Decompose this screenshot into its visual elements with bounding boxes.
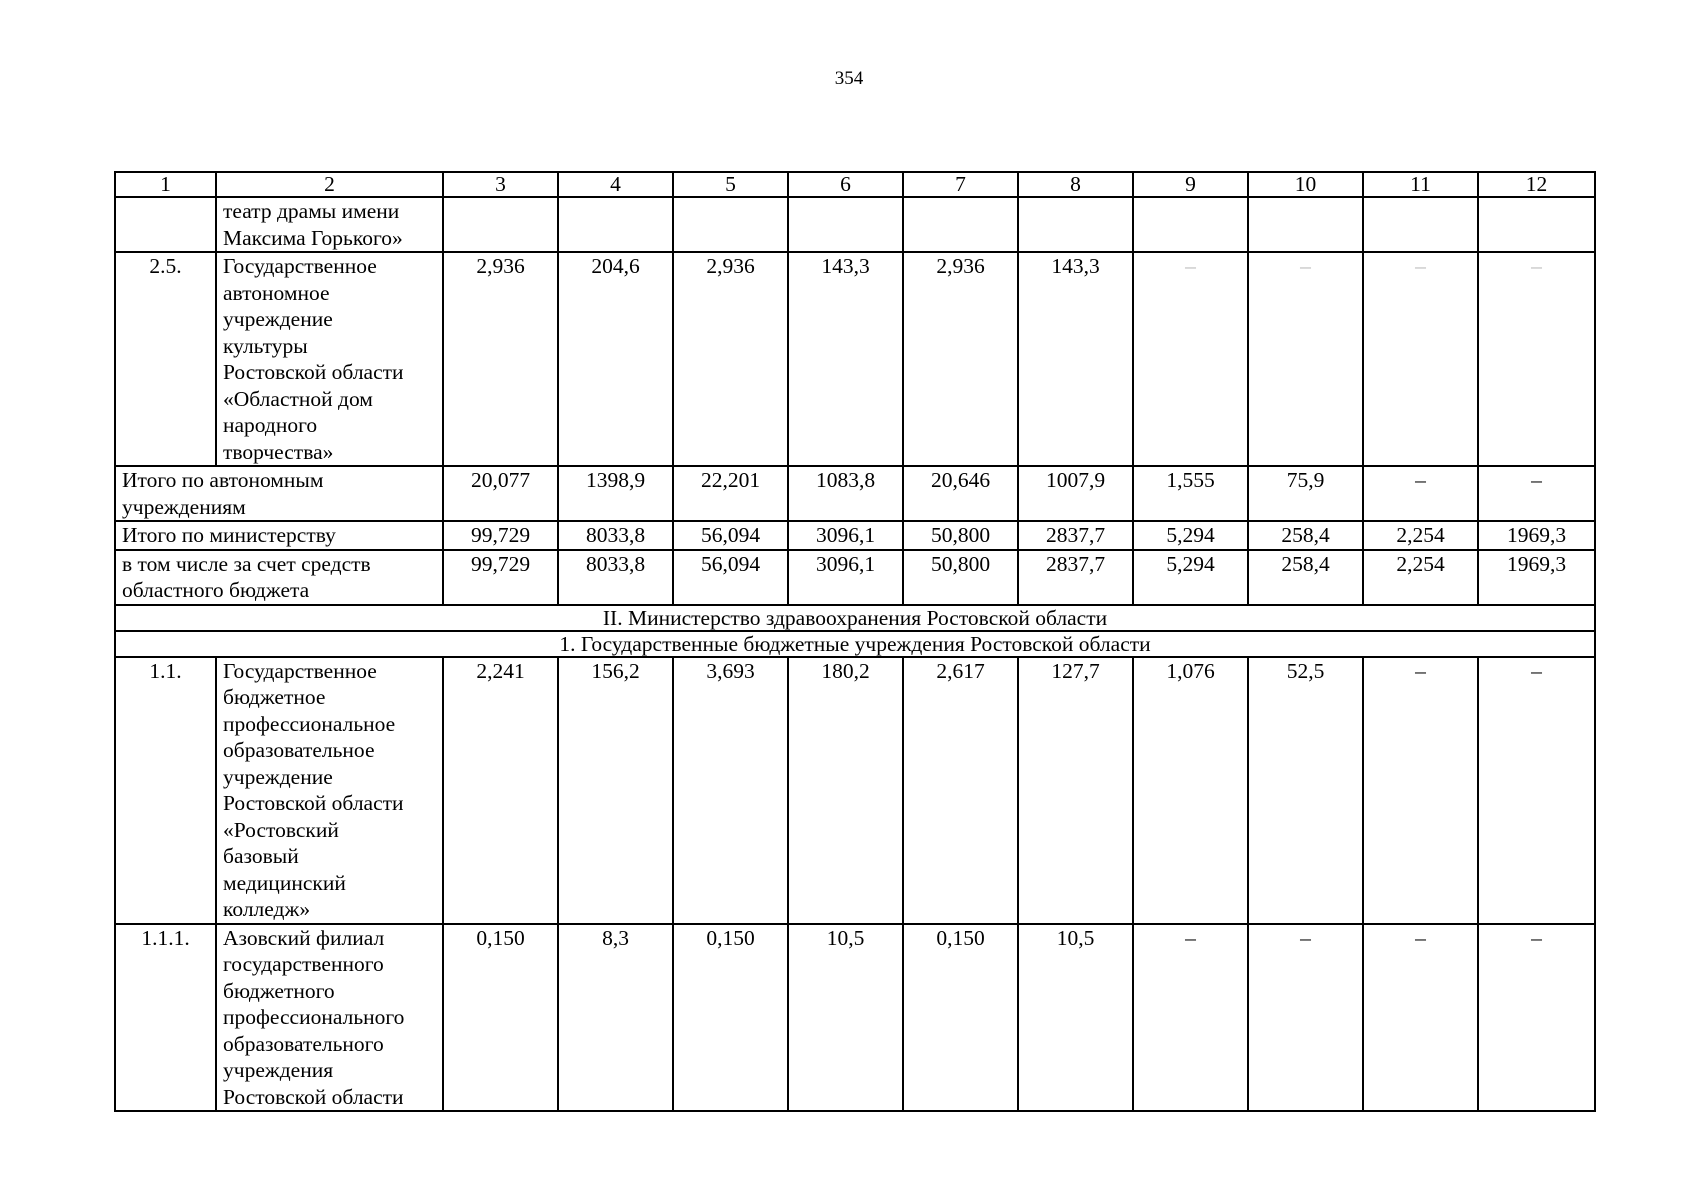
- institution-name: Государственное автономное учреждение культуры Ростовской области «Областной дом народного творчества»: [216, 252, 443, 466]
- value-cell: 5,294: [1133, 521, 1248, 550]
- column-number: 8: [1018, 172, 1133, 197]
- value-cell: 3096,1: [788, 521, 903, 550]
- value-cell: –: [1133, 924, 1248, 1112]
- column-number: 10: [1248, 172, 1363, 197]
- budget-table: [114, 171, 1596, 1112]
- column-number: 7: [903, 172, 1018, 197]
- row-index: 1.1.: [115, 657, 216, 924]
- column-number: 3: [443, 172, 558, 197]
- column-number: 12: [1478, 172, 1595, 197]
- value-cell: 156,2: [558, 657, 673, 924]
- value-cell: 99,729: [443, 521, 558, 550]
- value-cell: 1969,3: [1478, 550, 1595, 605]
- value-cell: 1083,8: [788, 466, 903, 521]
- value-cell: –: [1478, 657, 1595, 924]
- table-body: [115, 172, 1595, 1111]
- column-number: 9: [1133, 172, 1248, 197]
- value-cell: [903, 197, 1018, 252]
- value-cell: 2837,7: [1018, 550, 1133, 605]
- value-cell: 56,094: [673, 521, 788, 550]
- row-index: [115, 197, 216, 252]
- value-cell: 2,617: [903, 657, 1018, 924]
- table-row: [115, 197, 1595, 252]
- value-cell: 1969,3: [1478, 521, 1595, 550]
- value-cell: [1133, 197, 1248, 252]
- value-cell: [673, 197, 788, 252]
- total-row: [115, 466, 1595, 521]
- value-cell: [1018, 197, 1133, 252]
- column-number: 4: [558, 172, 673, 197]
- value-cell: 127,7: [1018, 657, 1133, 924]
- value-cell: 2,254: [1363, 550, 1478, 605]
- total-row: [115, 521, 1595, 550]
- total-row: [115, 550, 1595, 605]
- section-heading: 1. Государственные бюджетные учреждения Ростовской области: [115, 631, 1595, 657]
- value-cell: 2,254: [1363, 521, 1478, 550]
- value-cell: –: [1478, 466, 1595, 521]
- value-cell: [443, 197, 558, 252]
- table-row: [115, 924, 1595, 1112]
- value-cell: –: [1363, 924, 1478, 1112]
- row-index: 1.1.1.: [115, 924, 216, 1112]
- total-label: в том числе за счет средств областного бюджета: [115, 550, 443, 605]
- column-number: 11: [1363, 172, 1478, 197]
- institution-name: Азовский филиал государственного бюджетного профессионального образовательного учреждения Ростовской области: [216, 924, 443, 1112]
- value-cell: 8033,8: [558, 521, 673, 550]
- value-cell: 258,4: [1248, 521, 1363, 550]
- value-cell: [1478, 197, 1595, 252]
- value-cell: 3,693: [673, 657, 788, 924]
- value-cell: 2837,7: [1018, 521, 1133, 550]
- value-cell: 0,150: [443, 924, 558, 1112]
- value-cell: 2,936: [903, 252, 1018, 466]
- value-cell: 0,150: [673, 924, 788, 1112]
- column-number: 2: [216, 172, 443, 197]
- institution-name: Государственное бюджетное профессиональное образовательное учреждение Ростовской области «Ростовский базовый медицинский колледж»: [216, 657, 443, 924]
- value-cell: 143,3: [788, 252, 903, 466]
- value-cell: 204,6: [558, 252, 673, 466]
- row-index: 2.5.: [115, 252, 216, 466]
- value-cell: 1,555: [1133, 466, 1248, 521]
- section-heading-row: [115, 605, 1595, 631]
- value-cell: 1007,9: [1018, 466, 1133, 521]
- value-cell: 56,094: [673, 550, 788, 605]
- value-cell: 8033,8: [558, 550, 673, 605]
- value-cell: [1363, 197, 1478, 252]
- value-cell: 3096,1: [788, 550, 903, 605]
- value-cell: –: [1363, 252, 1478, 466]
- column-number-row: [115, 172, 1595, 197]
- value-cell: 258,4: [1248, 550, 1363, 605]
- value-cell: 2,936: [443, 252, 558, 466]
- value-cell: [558, 197, 673, 252]
- value-cell: 50,800: [903, 521, 1018, 550]
- value-cell: –: [1363, 466, 1478, 521]
- column-number: 6: [788, 172, 903, 197]
- value-cell: [788, 197, 903, 252]
- page-number: 354: [834, 68, 864, 89]
- total-label: Итого по министерству: [115, 521, 443, 550]
- institution-name: театр драмы имени Максима Горького»: [216, 197, 443, 252]
- value-cell: 99,729: [443, 550, 558, 605]
- value-cell: 75,9: [1248, 466, 1363, 521]
- value-cell: 8,3: [558, 924, 673, 1112]
- value-cell: 1,076: [1133, 657, 1248, 924]
- column-number: 1: [115, 172, 216, 197]
- value-cell: –: [1478, 252, 1595, 466]
- section-heading-row: [115, 631, 1595, 657]
- value-cell: 2,936: [673, 252, 788, 466]
- value-cell: 20,646: [903, 466, 1018, 521]
- value-cell: –: [1363, 657, 1478, 924]
- value-cell: 5,294: [1133, 550, 1248, 605]
- value-cell: 22,201: [673, 466, 788, 521]
- value-cell: 10,5: [788, 924, 903, 1112]
- value-cell: 143,3: [1018, 252, 1133, 466]
- value-cell: 50,800: [903, 550, 1018, 605]
- value-cell: 180,2: [788, 657, 903, 924]
- value-cell: –: [1133, 252, 1248, 466]
- value-cell: 10,5: [1018, 924, 1133, 1112]
- value-cell: 2,241: [443, 657, 558, 924]
- table-row: [115, 657, 1595, 924]
- column-number: 5: [673, 172, 788, 197]
- value-cell: 20,077: [443, 466, 558, 521]
- value-cell: 1398,9: [558, 466, 673, 521]
- value-cell: –: [1248, 252, 1363, 466]
- value-cell: –: [1248, 924, 1363, 1112]
- total-label: Итого по автономным учреждениям: [115, 466, 443, 521]
- value-cell: –: [1478, 924, 1595, 1112]
- value-cell: 52,5: [1248, 657, 1363, 924]
- value-cell: [1248, 197, 1363, 252]
- section-heading: II. Министерство здравоохранения Ростовской области: [115, 605, 1595, 631]
- value-cell: 0,150: [903, 924, 1018, 1112]
- table-row: [115, 252, 1595, 466]
